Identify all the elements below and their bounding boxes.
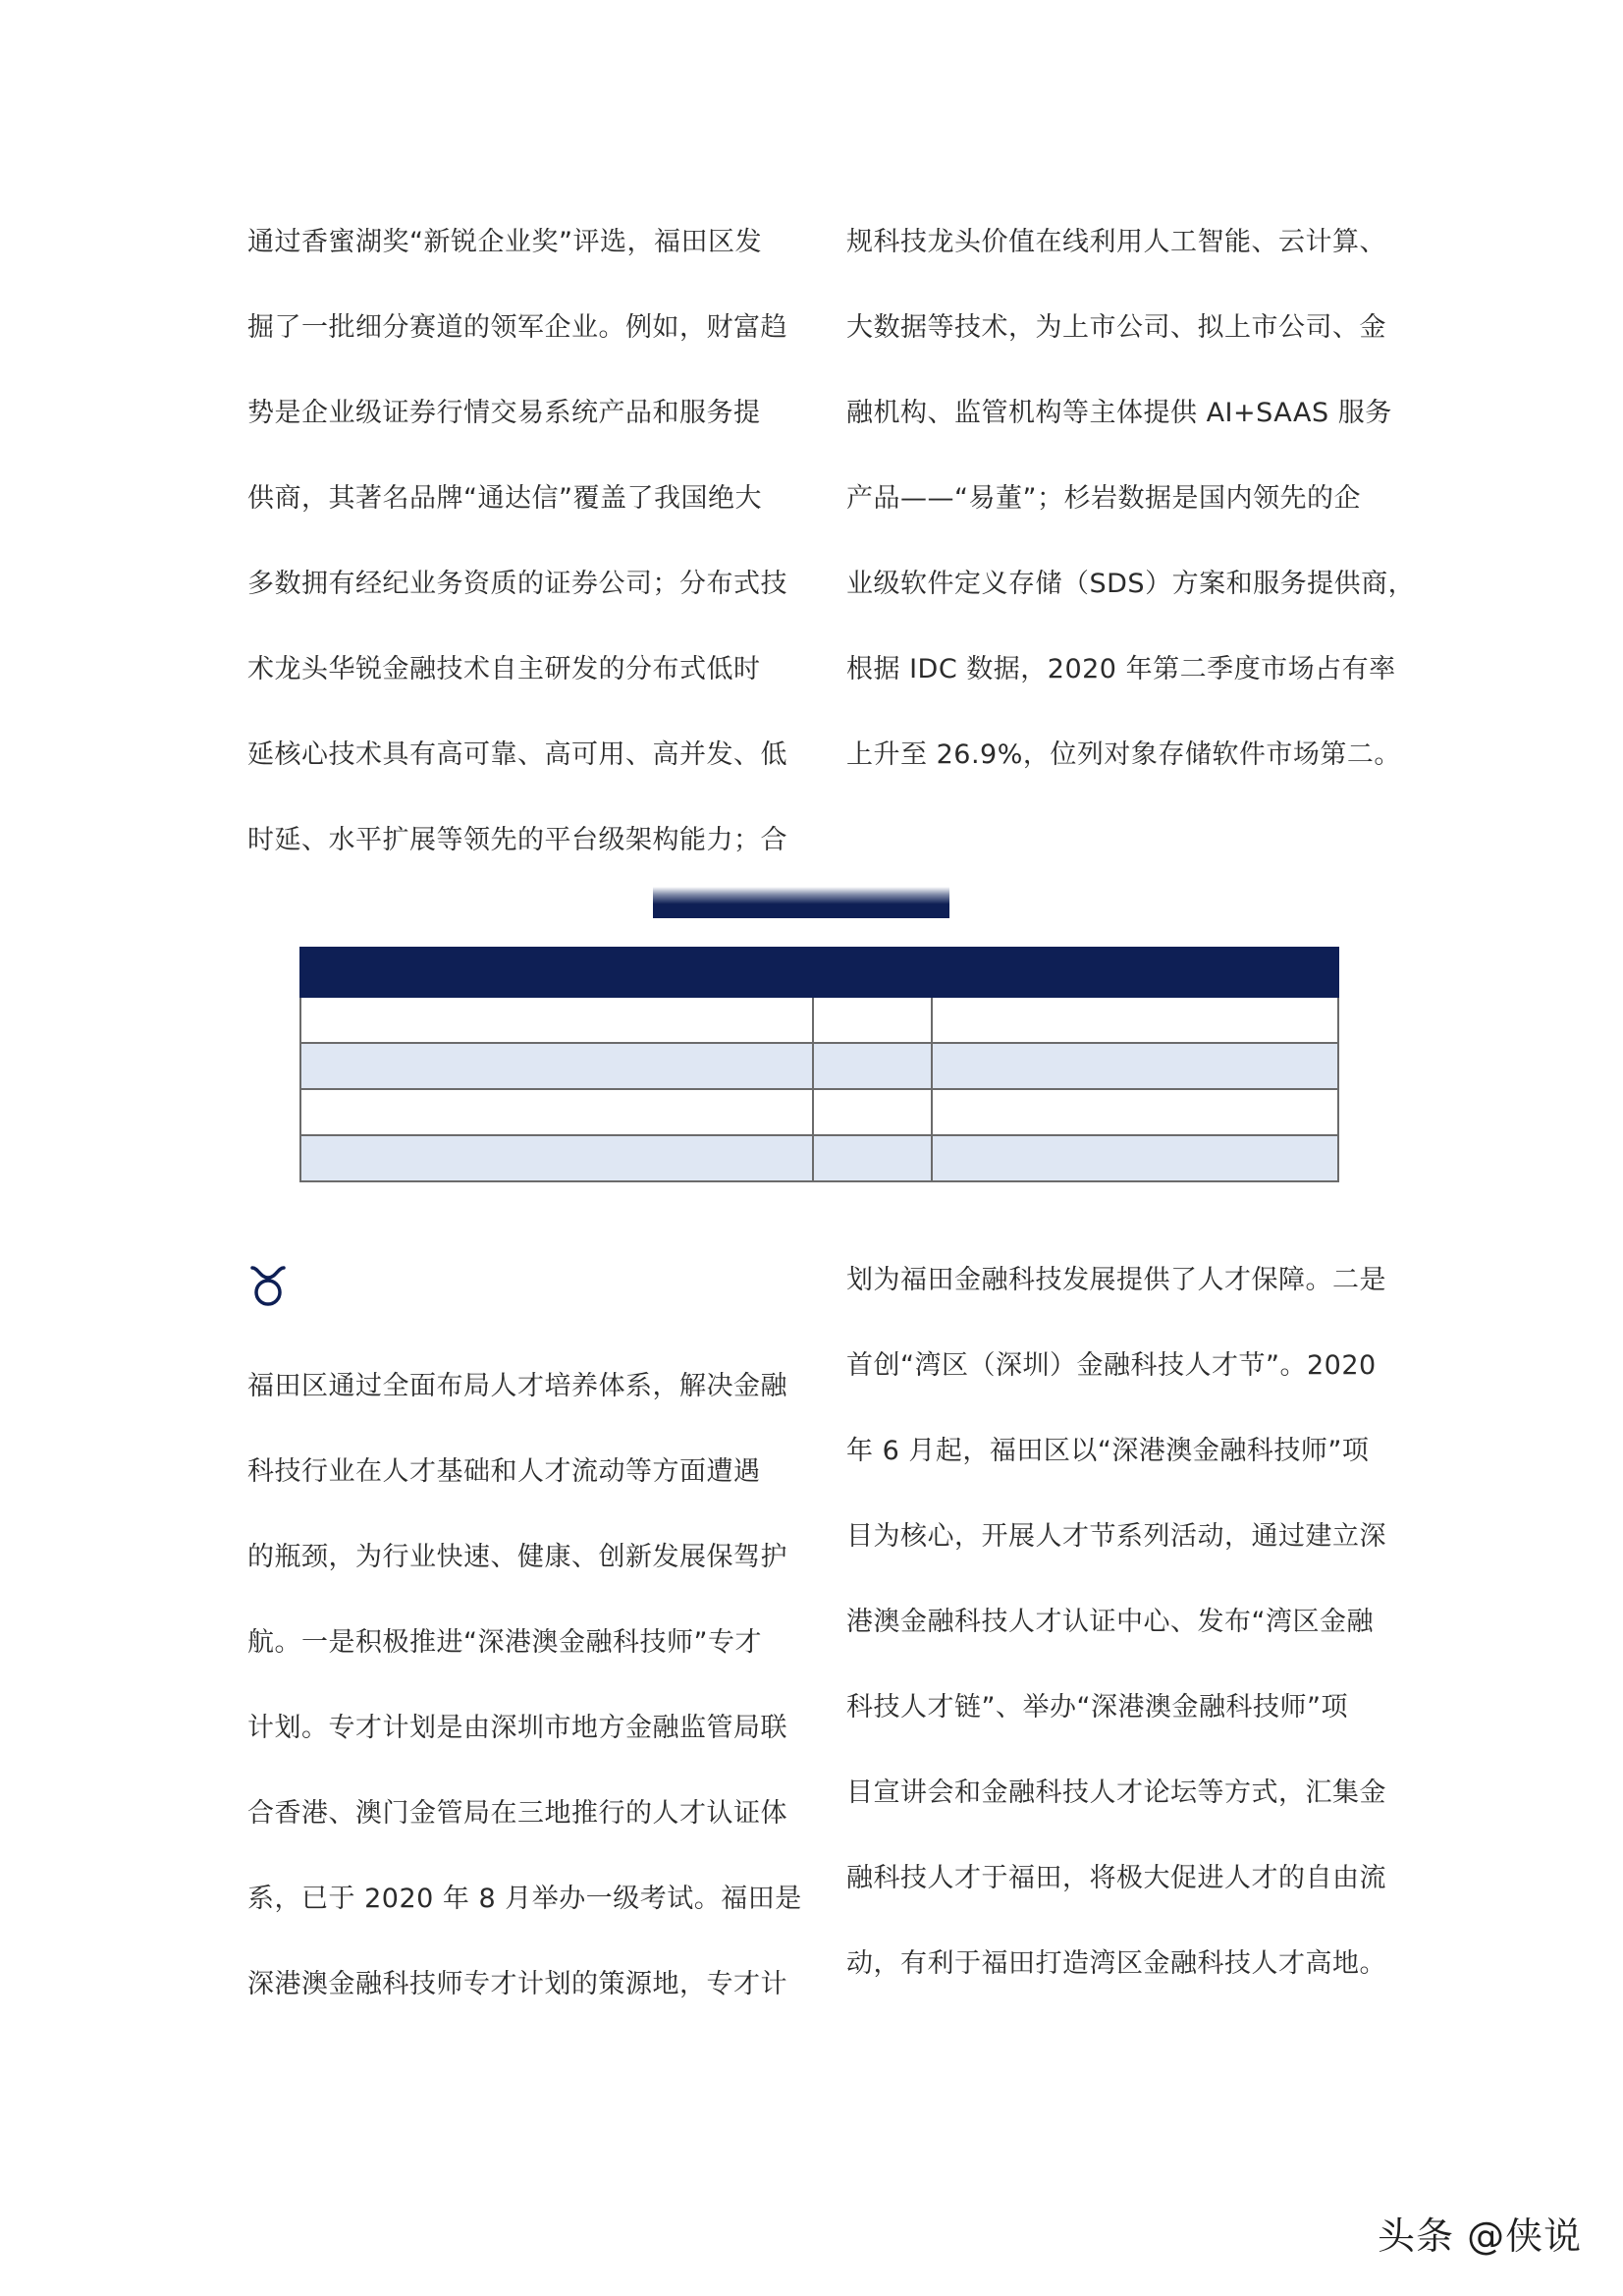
paragraph-line: 福田区通过全面布局人才培养体系，解决金融: [247, 1371, 787, 1401]
paragraph-line: 多数拥有经纪业务资质的证券公司；分布式技: [247, 569, 787, 599]
paragraph-line: 动，有利于福田打造湾区金融科技人才高地。: [846, 1948, 1386, 1979]
table-cell: [932, 997, 1338, 1043]
taurus-icon: [248, 1262, 288, 1311]
paragraph-line: 合香港、澳门金管局在三地推行的人才认证体: [247, 1798, 787, 1829]
paragraph-line: 规科技龙头价值在线利用人工智能、云计算、: [846, 227, 1386, 257]
paragraph-line: 划为福田金融科技发展提供了人才保障。二是: [846, 1265, 1386, 1295]
table-cell: [813, 1135, 932, 1181]
table-row: [300, 1135, 1338, 1181]
paragraph-line: 产品——“易董”；杉岩数据是国内领先的企: [846, 483, 1361, 514]
table-header-row: [300, 948, 1338, 997]
table-cell: [813, 997, 932, 1043]
table-caption-bar: [653, 887, 949, 918]
table-cell: [932, 1089, 1338, 1135]
top-left-column: [247, 199, 797, 883]
table-header-cell: [932, 948, 1338, 997]
paragraph-line: 深港澳金融科技师专才计划的策源地，专才计: [247, 1969, 787, 1999]
paragraph-line: 大数据等技术，为上市公司、拟上市公司、金: [846, 312, 1386, 343]
bottom-right-column: [846, 1237, 1396, 2006]
paragraph-line: 上升至 26.9%，位列对象存储软件市场第二。: [846, 739, 1401, 770]
paragraph-line: 年 6 月起，福田区以“深港澳金融科技师”项: [846, 1436, 1370, 1466]
table-cell: [932, 1135, 1338, 1181]
paragraph-line: 供商，其著名品牌“通达信”覆盖了我国绝大: [247, 483, 762, 514]
table-cell: [300, 1135, 813, 1181]
table-cell: [300, 1043, 813, 1089]
table-cell: [813, 1089, 932, 1135]
table-cell: [300, 997, 813, 1043]
top-right-column: [846, 199, 1416, 797]
table-row: [300, 1089, 1338, 1135]
table-cell: [932, 1043, 1338, 1089]
paragraph-line: 势是企业级证券行情交易系统产品和服务提: [247, 398, 761, 428]
paragraph-line: 术龙头华锐金融技术自主研发的分布式低时: [247, 654, 761, 684]
paragraph-line: 掘了一批细分赛道的领军企业。例如，财富趋: [247, 312, 787, 343]
paragraph-line: 通过香蜜湖奖“新锐企业奖”评选，福田区发: [247, 227, 762, 257]
bottom-left-column: [247, 1343, 802, 2027]
paragraph-line: 计划。专才计划是由深圳市地方金融监管局联: [247, 1713, 787, 1743]
watermark: 头条 @侠说: [1378, 2214, 1583, 2258]
table-row: [300, 997, 1338, 1043]
table-cell: [813, 1043, 932, 1089]
paragraph-line: 业级软件定义存储（SDS）方案和服务提供商，: [846, 569, 1416, 599]
paragraph-line: 目为核心，开展人才节系列活动，通过建立深: [846, 1521, 1386, 1552]
table-header-cell: [300, 948, 813, 997]
paragraph-line: 延核心技术具有高可靠、高可用、高并发、低: [247, 739, 787, 770]
paragraph-line: 时延、水平扩展等领先的平台级架构能力；合: [247, 825, 787, 855]
table-cell: [300, 1089, 813, 1135]
paragraph-line: 根据 IDC 数据，2020 年第二季度市场占有率: [846, 654, 1396, 684]
paragraph-line: 融机构、监管机构等主体提供 AI+SAAS 服务: [846, 398, 1392, 428]
paragraph-line: 科技行业在人才基础和人才流动等方面遭遇: [247, 1456, 761, 1487]
paragraph-line: 目宣讲会和金融科技人才论坛等方式，汇集金: [846, 1777, 1386, 1808]
paragraph-line: 首创“湾区（深圳）金融科技人才节”。2020: [846, 1350, 1377, 1381]
paragraph-line: 系，已于 2020 年 8 月举办一级考试。福田是: [247, 1884, 802, 1914]
paragraph-line: 航。一是积极推进“深港澳金融科技师”专才: [247, 1627, 762, 1658]
paragraph-line: 融科技人才于福田，将极大促进人才的自由流: [846, 1863, 1386, 1893]
data-table: [299, 947, 1339, 1182]
paragraph-line: 港澳金融科技人才认证中心、发布“湾区金融: [846, 1607, 1374, 1637]
paragraph-line: 科技人才链”、举办“深港澳金融科技师”项: [846, 1692, 1348, 1722]
table-header-cell: [813, 948, 932, 997]
paragraph-line: 的瓶颈，为行业快速、健康、创新发展保驾护: [247, 1542, 787, 1572]
table-row: [300, 1043, 1338, 1089]
